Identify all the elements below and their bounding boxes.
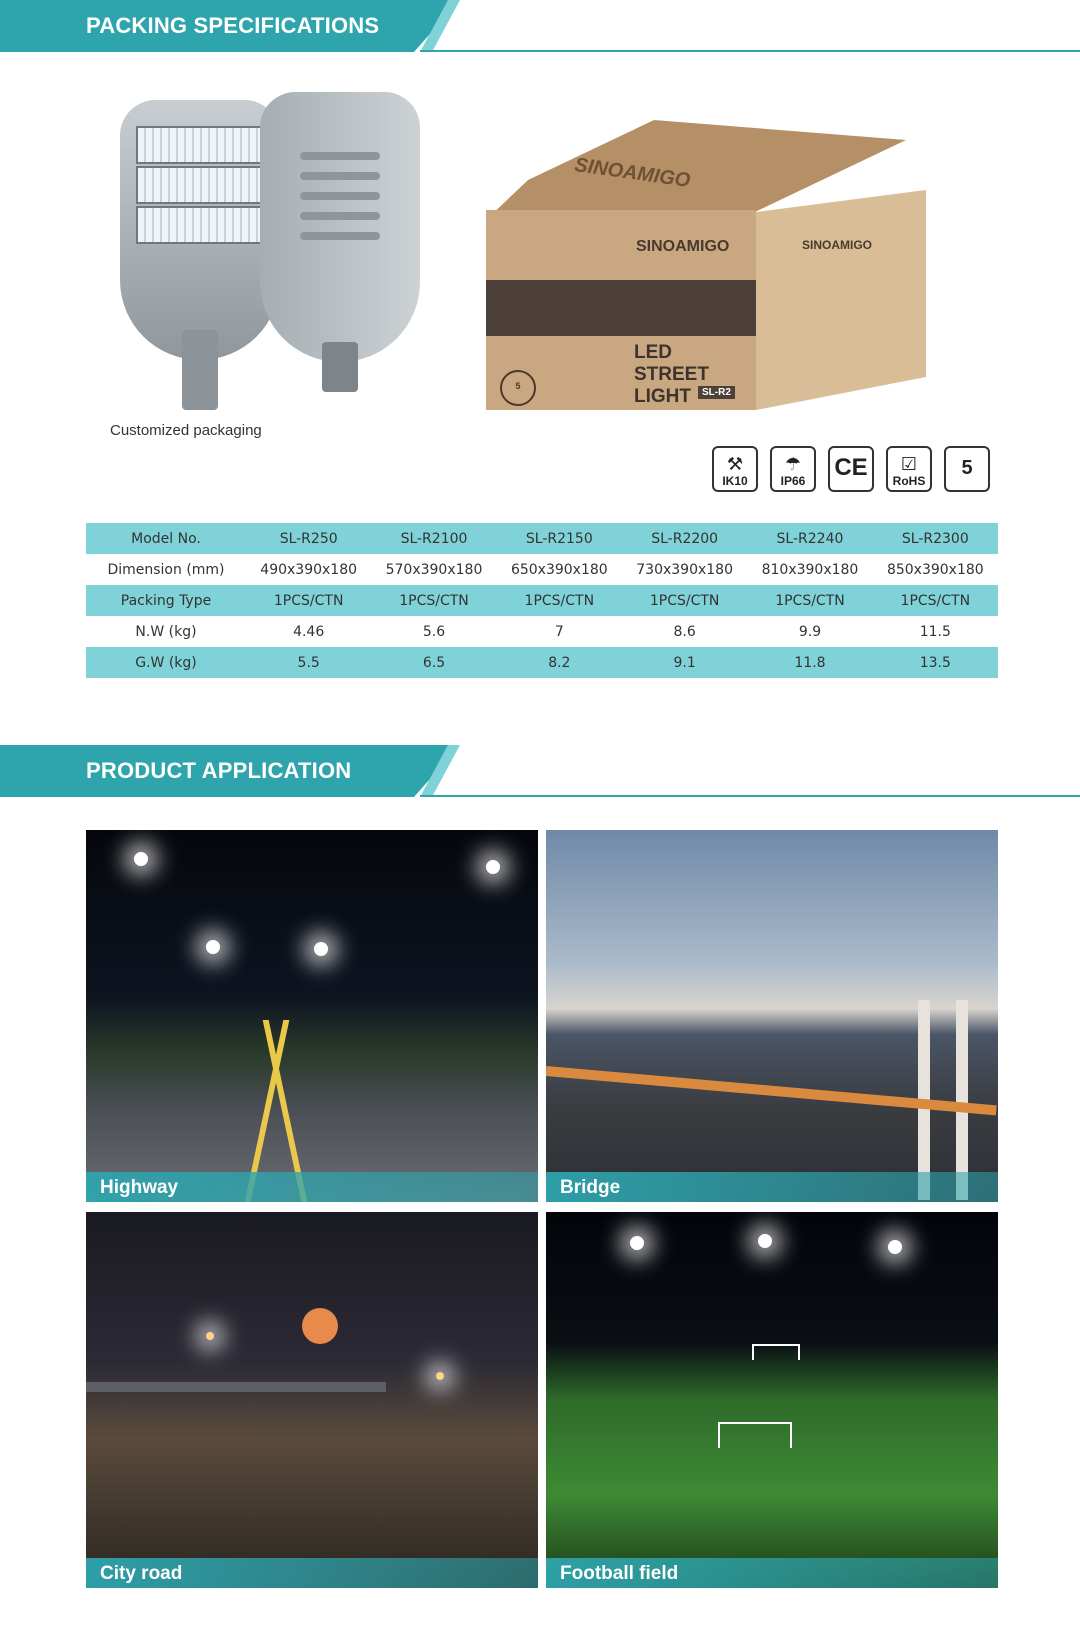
box-band <box>486 280 756 336</box>
led-module <box>136 126 268 164</box>
packing-section-header <box>0 0 1080 52</box>
table-cell: 8.2 <box>497 647 622 678</box>
packing-section-title: PACKING SPECIFICATIONS <box>86 13 380 38</box>
table-cell: 5.6 <box>422 623 446 640</box>
heat-sink-fin <box>300 212 380 220</box>
table-row <box>86 554 998 585</box>
table-cell: 810x390x180 <box>761 561 859 578</box>
box-line-2: STREET <box>634 364 709 385</box>
table-row-label: N.W (kg) <box>135 623 197 640</box>
city-road-photo <box>86 1212 538 1588</box>
table-cell: SL-R2150 <box>497 523 622 554</box>
rohs-icon: ☑ RoHS <box>886 446 932 492</box>
table-row-label: G.W (kg) <box>86 647 246 678</box>
table-cell: SL-R2100 <box>371 523 496 554</box>
application-section-header <box>0 745 1080 797</box>
box-line-1: LED <box>634 342 672 363</box>
table-row-label: Model No. <box>86 523 246 554</box>
stadium-light <box>630 1236 644 1250</box>
box-warranty-badge: 5 <box>500 370 536 406</box>
street-lamp-glow <box>486 860 500 874</box>
table-cell: SL-R2300 <box>873 523 998 554</box>
street-lamp-glow <box>206 1332 214 1340</box>
overpass <box>86 1382 386 1392</box>
led-module <box>136 166 268 204</box>
header-underline <box>420 795 1080 797</box>
table-row <box>86 523 998 554</box>
street-lamp-glow <box>206 940 220 954</box>
table-cell: 730x390x180 <box>636 561 734 578</box>
table-row-label: Packing Type <box>86 585 246 616</box>
bridge-photo <box>546 830 998 1202</box>
stadium-light <box>758 1234 772 1248</box>
certification-icons <box>712 446 990 492</box>
heat-sink-fin <box>300 152 380 160</box>
ik10-icon: ⚒ IK10 <box>712 446 758 492</box>
packaging-caption: Customized packaging <box>110 422 262 439</box>
warranty-label: 5 <box>961 456 973 479</box>
bridge-label: Bridge <box>546 1172 998 1202</box>
box-side <box>756 190 926 410</box>
table-cell: 7 <box>554 623 564 640</box>
heat-sink-fin <box>300 172 380 180</box>
table-cell: 5.5 <box>246 647 371 678</box>
lamp-mount <box>322 342 358 392</box>
box-brand-front: SINOAMIGO <box>636 238 730 255</box>
highway-label: Highway <box>86 1172 538 1202</box>
table-cell: 1PCS/CTN <box>873 585 998 616</box>
stadium-light <box>888 1240 902 1254</box>
table-cell: 1PCS/CTN <box>246 585 371 616</box>
table-cell: 570x390x180 <box>385 561 483 578</box>
table-row <box>86 616 998 647</box>
carton-box-image <box>486 120 936 440</box>
table-cell: 1PCS/CTN <box>497 585 622 616</box>
ip66-icon: ☂ IP66 <box>770 446 816 492</box>
table-cell: 9.1 <box>622 647 747 678</box>
table-cell: 8.6 <box>673 623 696 640</box>
ip66-label: IP66 <box>780 474 806 488</box>
table-cell: 1PCS/CTN <box>747 585 872 616</box>
box-model-tag: SL-R2 <box>698 386 735 399</box>
goal-frame <box>752 1344 800 1360</box>
lamp-mount <box>182 330 218 410</box>
table-cell: 11.8 <box>747 647 872 678</box>
table-cell: 4.46 <box>293 623 325 640</box>
table-cell: 9.9 <box>798 623 822 640</box>
table-row-label: Dimension (mm) <box>107 561 225 578</box>
city-road-label: City road <box>86 1558 538 1588</box>
warranty-5-icon <box>944 446 990 492</box>
street-lamp-glow <box>134 852 148 866</box>
heat-sink-fin <box>300 192 380 200</box>
goal-frame <box>718 1422 792 1448</box>
table-cell: 490x390x180 <box>260 561 358 578</box>
table-cell: 11.5 <box>919 623 951 640</box>
bridge-pylon <box>956 1000 968 1200</box>
packing-spec-table <box>86 523 998 678</box>
ce-label: CE <box>834 454 868 481</box>
ce-icon <box>828 446 874 492</box>
street-lamp-glow <box>314 942 328 956</box>
box-line-3: LIGHT <box>634 386 691 407</box>
box-brand-side: SINOAMIGO <box>802 238 873 252</box>
table-cell: SL-R250 <box>246 523 371 554</box>
table-cell: 1PCS/CTN <box>371 585 496 616</box>
application-section-title: PRODUCT APPLICATION <box>86 758 352 783</box>
highway-photo <box>86 830 538 1202</box>
ik10-label: IK10 <box>722 474 748 488</box>
heat-sink-fin <box>300 232 380 240</box>
football-field-label: Football field <box>546 1558 998 1588</box>
table-cell: 13.5 <box>873 647 998 678</box>
table-cell: 650x390x180 <box>510 561 608 578</box>
table-cell: SL-R2200 <box>622 523 747 554</box>
header-underline <box>420 50 1080 52</box>
table-cell: 1PCS/CTN <box>622 585 747 616</box>
street-light-front-image <box>120 100 280 360</box>
table-cell: SL-R2240 <box>747 523 872 554</box>
street-lamp-glow <box>436 1372 444 1380</box>
led-module <box>136 206 268 244</box>
table-row <box>86 585 998 616</box>
football-field-photo <box>546 1212 998 1588</box>
table-row <box>86 647 998 678</box>
table-cell: 6.5 <box>371 647 496 678</box>
rohs-label: RoHS <box>892 474 926 488</box>
street-light-back-image <box>260 92 420 362</box>
table-cell: 850x390x180 <box>886 561 984 578</box>
box-brand-top: SINOAMIGO <box>573 153 692 193</box>
moon <box>302 1308 338 1344</box>
